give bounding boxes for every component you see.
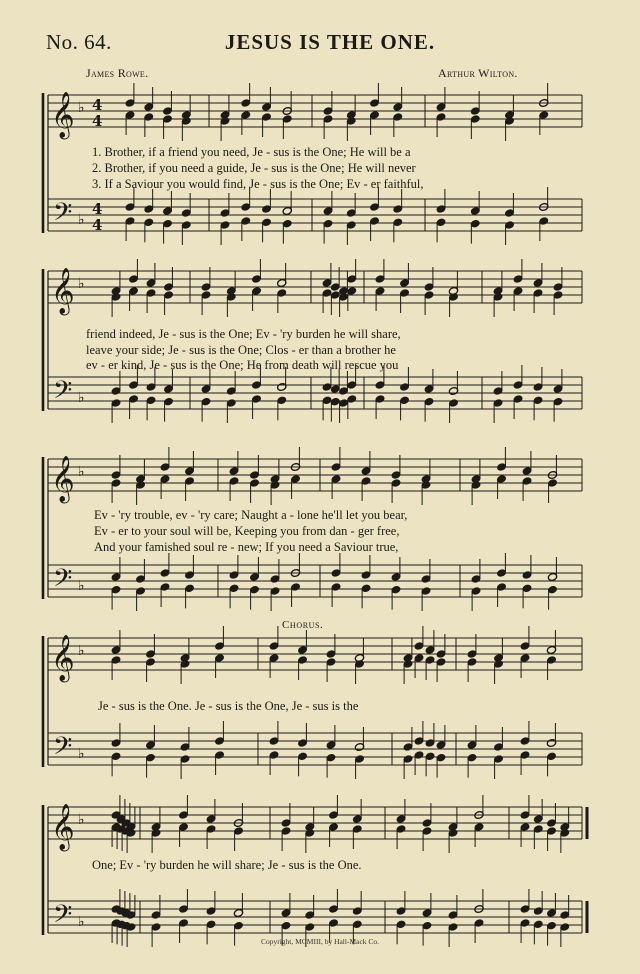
treble-clef-icon: 𝄞 [51, 92, 75, 138]
bass-clef-icon: 𝄢 [53, 376, 73, 411]
lyric-line: ev - er kind, Je - sus is the One; He from death will rescue you [86, 358, 399, 372]
time-signature-icon: 4 [92, 112, 103, 130]
flat-icon: ♭ [78, 578, 85, 594]
bass-clef-icon: 𝄢 [53, 732, 73, 767]
lyric-line: Ev - 'ry trouble, ev - 'ry care; Naught a - lone he'll let you bear, [94, 508, 408, 522]
lyricist-credit: James Rowe. [86, 66, 149, 80]
lyric-line: 1. Brother, if a friend you need, Je - sus is the One; He will be a [92, 145, 411, 159]
bass-clef-icon: 𝄢 [53, 900, 73, 935]
copyright-notice: Copyright, MCMIII, by Hall-Mack Co. [260, 937, 380, 946]
composer-credit: Arthur Wilton. [438, 66, 518, 80]
time-signature-icon: 4 [92, 96, 103, 114]
lyric-line: Je - sus is the One. Je - sus is the One, Je - sus is the [98, 699, 359, 713]
flat-icon: ♭ [78, 276, 85, 292]
flat-icon: ♭ [78, 100, 85, 116]
treble-clef-icon: 𝄞 [51, 268, 75, 314]
hymn-number: No. 64. [46, 30, 112, 54]
lyric-line: 2. Brother, if you need a guide, Je - sus is the One; He will never [92, 161, 416, 175]
flat-icon: ♭ [78, 643, 85, 659]
flat-icon: ♭ [78, 746, 85, 762]
lyric-line: leave your side; Je - sus is the One; Clos - er than a brother he [86, 343, 396, 357]
flat-icon: ♭ [78, 812, 85, 828]
flat-icon: ♭ [78, 464, 85, 480]
treble-clef-icon: 𝄞 [51, 635, 75, 681]
flat-icon: ♭ [78, 390, 85, 406]
chorus-label: Chorus. [282, 619, 324, 631]
bass-staff [48, 199, 582, 231]
bass-clef-icon: 𝄢 [53, 198, 73, 233]
time-signature-icon: 4 [92, 216, 103, 234]
flat-icon: ♭ [78, 212, 85, 228]
lyric-line: 3. If a Saviour you would find, Je - sus is the One; Ev - er faithful, [92, 177, 424, 191]
treble-staff [48, 95, 582, 127]
treble-clef-icon: 𝄞 [51, 804, 75, 850]
lyric-line: Ev - er to your soul will be, Keeping you from dan - ger free, [94, 524, 400, 538]
lyric-line: friend indeed, Je - sus is the One; Ev - 'ry burden he will share, [86, 327, 401, 341]
hymn-title: JESUS IS THE ONE. [224, 30, 436, 54]
lyric-line: And your famished soul re - new; If you need a Saviour true, [94, 540, 399, 554]
treble-clef-icon: 𝄞 [51, 456, 75, 502]
flat-icon: ♭ [78, 914, 85, 930]
bass-clef-icon: 𝄢 [53, 564, 73, 599]
time-signature-icon: 4 [92, 200, 103, 218]
lyric-line: One; Ev - 'ry burden he will share; Je - sus is the One. [92, 858, 362, 872]
